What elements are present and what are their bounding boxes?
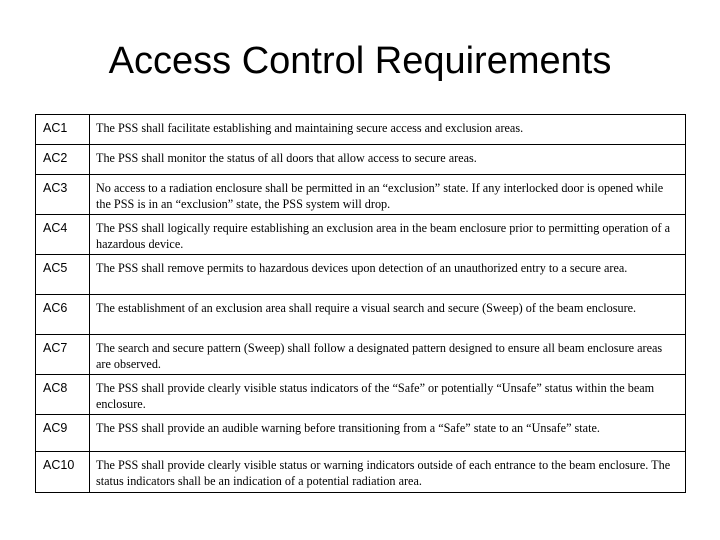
requirement-text: No access to a radiation enclosure shall be permitted in an “exclusion” state. If any interlocked door is opened while the PSS is in an “exclusion” state, the PSS system will drop. — [90, 175, 686, 215]
requirement-id: AC9 — [36, 415, 90, 452]
requirement-text: The PSS shall provide an audible warning before transitioning from a “Safe” state to an “Unsafe” state. — [90, 415, 686, 452]
requirement-text: The PSS shall facilitate establishing and maintaining secure access and exclusion areas. — [90, 115, 686, 145]
slide-title: Access Control Requirements — [108, 40, 612, 82]
requirement-id: AC5 — [36, 255, 90, 295]
requirement-id: AC4 — [36, 215, 90, 255]
requirement-text: The PSS shall provide clearly visible status or warning indicators outside of each entrance to the beam enclosure. The status indicators shall be an indication of a potential radiation area. — [90, 452, 686, 493]
requirement-text: The PSS shall logically require establishing an exclusion area in the beam enclosure prior to permitting operation of a hazardous device. — [90, 215, 686, 255]
table-row — [36, 295, 686, 335]
table-row — [36, 255, 686, 295]
requirement-text: The PSS shall monitor the status of all doors that allow access to secure areas. — [90, 145, 686, 175]
requirement-id: AC10 — [36, 452, 90, 493]
requirement-id: AC8 — [36, 375, 90, 415]
requirement-id: AC2 — [36, 145, 90, 175]
table-row — [36, 335, 686, 375]
table-row — [36, 175, 686, 215]
requirement-text: The search and secure pattern (Sweep) shall follow a designated pattern designed to ensure all beam enclosure areas are observed. — [90, 335, 686, 375]
table-row — [36, 115, 686, 145]
table-row — [36, 452, 686, 493]
requirement-text: The PSS shall provide clearly visible status indicators of the “Safe” or potentially “Unsafe” status within the beam enclosure. — [90, 375, 686, 415]
requirement-id: AC1 — [36, 115, 90, 145]
requirement-id: AC3 — [36, 175, 90, 215]
table-row — [36, 415, 686, 452]
requirement-id: AC7 — [36, 335, 90, 375]
table-row — [36, 375, 686, 415]
requirements-table — [35, 114, 686, 493]
requirement-text: The PSS shall remove permits to hazardous devices upon detection of an unauthorized entry to a secure area. — [90, 255, 686, 295]
requirement-id: AC6 — [36, 295, 90, 335]
requirement-text: The establishment of an exclusion area shall require a visual search and secure (Sweep) of the beam enclosure. — [90, 295, 686, 335]
table-row — [36, 145, 686, 175]
table-row — [36, 215, 686, 255]
